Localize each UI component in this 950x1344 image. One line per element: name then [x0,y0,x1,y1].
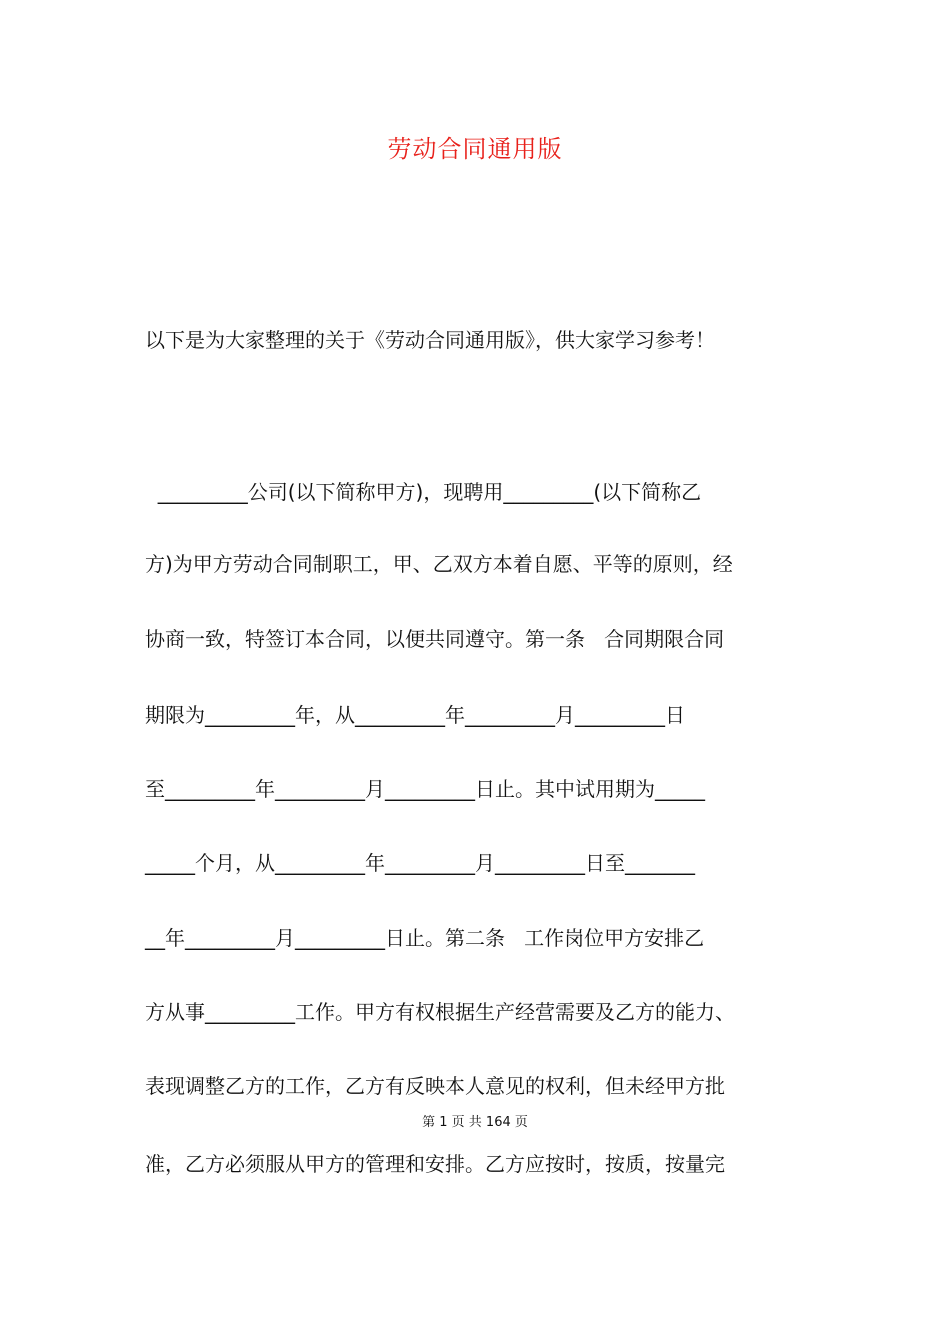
page-number-footer: 第 1 页 共 164 页 [422,1115,528,1130]
body-line: __年_________月_________日止。第二条 工作岗位甲方安排乙 [145,926,705,950]
body-line: 准，乙方必须服从甲方的管理和安排。乙方应按时，按质，按量完 [145,1152,725,1176]
body-line: 至_________年_________月_________日止。其中试用期为_____ [145,777,705,801]
body-line: 期限为_________年，从_________年_________月_________日 [145,703,685,727]
body-line: 表现调整乙方的工作，乙方有反映本人意见的权利，但未经甲方批 [145,1074,725,1098]
intro-paragraph: 以下是为大家整理的关于《劳动合同通用版》，供大家学习参考！ [145,328,715,352]
document-title: 劳动合同通用版 [387,135,563,163]
body-line: _________公司(以下简称甲方)，现聘用_________(以下简称乙 [145,480,702,504]
body-line: _____个月，从_________年_________月_________日至_______ [145,851,695,875]
body-line: 方)为甲方劳动合同制职工，甲、乙双方本着自愿、平等的原则，经 [145,552,733,576]
body-line: 协商一致，特签订本合同，以便共同遵守。第一条 合同期限合同 [145,627,725,651]
body-line: 方从事_________工作。甲方有权根据生产经营需要及乙方的能力、 [145,1000,735,1024]
